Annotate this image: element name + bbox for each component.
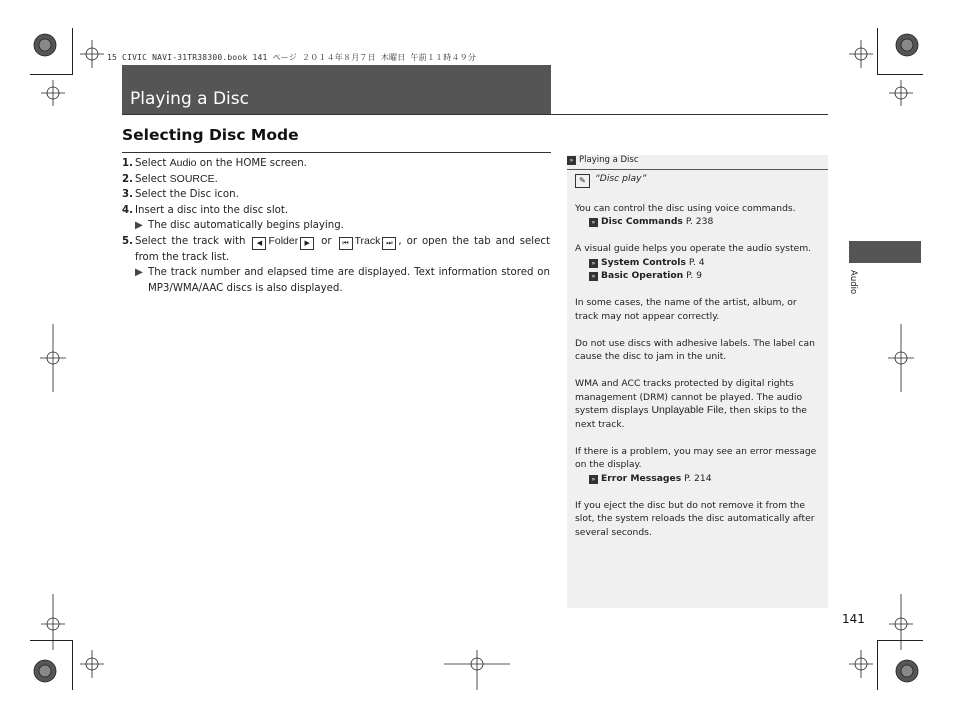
page-title: Playing a Disc — [130, 89, 249, 109]
step-2: 2. Select SOURCE. — [122, 172, 218, 185]
step-1: 1. Select Audio on the HOME screen. — [122, 157, 307, 169]
ui-label-unplayable-file: Unplayable File — [651, 404, 724, 416]
side-paragraph: If there is a problem, you may see an error message on the display. » Error Messages P. 214 — [575, 445, 817, 484]
cross-reference: » Basic Operation P. 9 — [589, 269, 818, 283]
voice-command: ✎ “Disc play” — [575, 172, 818, 188]
folder-prev-icon: ◀ — [252, 237, 266, 250]
side-paragraph: WMA and ACC tracks protected by digital rights management (DRM) cannot be played. The audio system displays Unplayable File, then skips to the next track. — [575, 378, 807, 430]
reference-icon: » — [589, 475, 598, 484]
reference-icon: » — [567, 156, 576, 165]
folder-next-icon: ▶ — [300, 237, 314, 250]
side-note-divider — [567, 169, 828, 170]
side-paragraph: You can control the disc using voice commands. » Disc Commands P. 238 — [575, 202, 818, 229]
step-3: 3. Select the Disc icon. — [122, 189, 239, 200]
section-divider — [122, 152, 551, 153]
section-heading: Selecting Disc Mode — [122, 126, 299, 144]
chapter-tab — [849, 241, 921, 263]
page-number: 141 — [842, 612, 865, 626]
cross-reference: » System Controls P. 4 — [589, 256, 818, 270]
reference-icon: » — [589, 272, 598, 281]
result-arrow-icon: ▶ — [135, 220, 143, 231]
track-prev-icon: ⏮ — [339, 237, 353, 250]
step-5: 5. Select the track with ◀ Folder ▶ or ⏮ Track ⏭ , or open the tab and select from the track list. — [122, 234, 550, 263]
side-note-content — [575, 172, 818, 553]
voice-command-icon: ✎ — [575, 174, 590, 188]
print-header: 15 CIVIC NAVI-31TR38300.book 141 ページ ２０１４年８月７日 木曜日 午前１１時４９分 — [107, 53, 477, 62]
cross-reference: » Disc Commands P. 238 — [589, 215, 818, 229]
side-paragraph: If you eject the disc but do not remove it from the slot, the system reloads the disc automatically after several seconds. — [575, 499, 815, 538]
chapter-tab-label: Audio — [848, 270, 858, 295]
track-next-icon: ⏭ — [382, 237, 396, 250]
step-5-result: ▶ The track number and elapsed time are displayed. Text information stored on MP3/WMA/AAC discs is also displayed. — [135, 265, 550, 296]
side-paragraph: Do not use discs with adhesive labels. The label can cause the disc to jam in the unit. — [575, 337, 815, 362]
reference-icon: » — [589, 259, 598, 268]
side-paragraph: In some cases, the name of the artist, album, or track may not appear correctly. — [575, 297, 797, 322]
step-4-result: ▶ The disc automatically begins playing. — [135, 218, 550, 234]
step-4: 4. Insert a disc into the disc slot. — [122, 204, 289, 216]
title-divider — [122, 114, 828, 115]
side-note-header: » Playing a Disc — [567, 155, 639, 165]
ui-label-source: SOURCE — [169, 172, 215, 185]
cross-reference: » Error Messages P. 214 — [589, 472, 818, 486]
ui-label-audio: Audio — [169, 157, 197, 169]
steps-list — [122, 156, 550, 296]
reference-icon: » — [589, 218, 598, 227]
result-arrow-icon: ▶ — [135, 267, 143, 278]
side-paragraph: A visual guide helps you operate the audio system. » System Controls P. 4 » Basic Operation P. 9 — [575, 242, 818, 283]
